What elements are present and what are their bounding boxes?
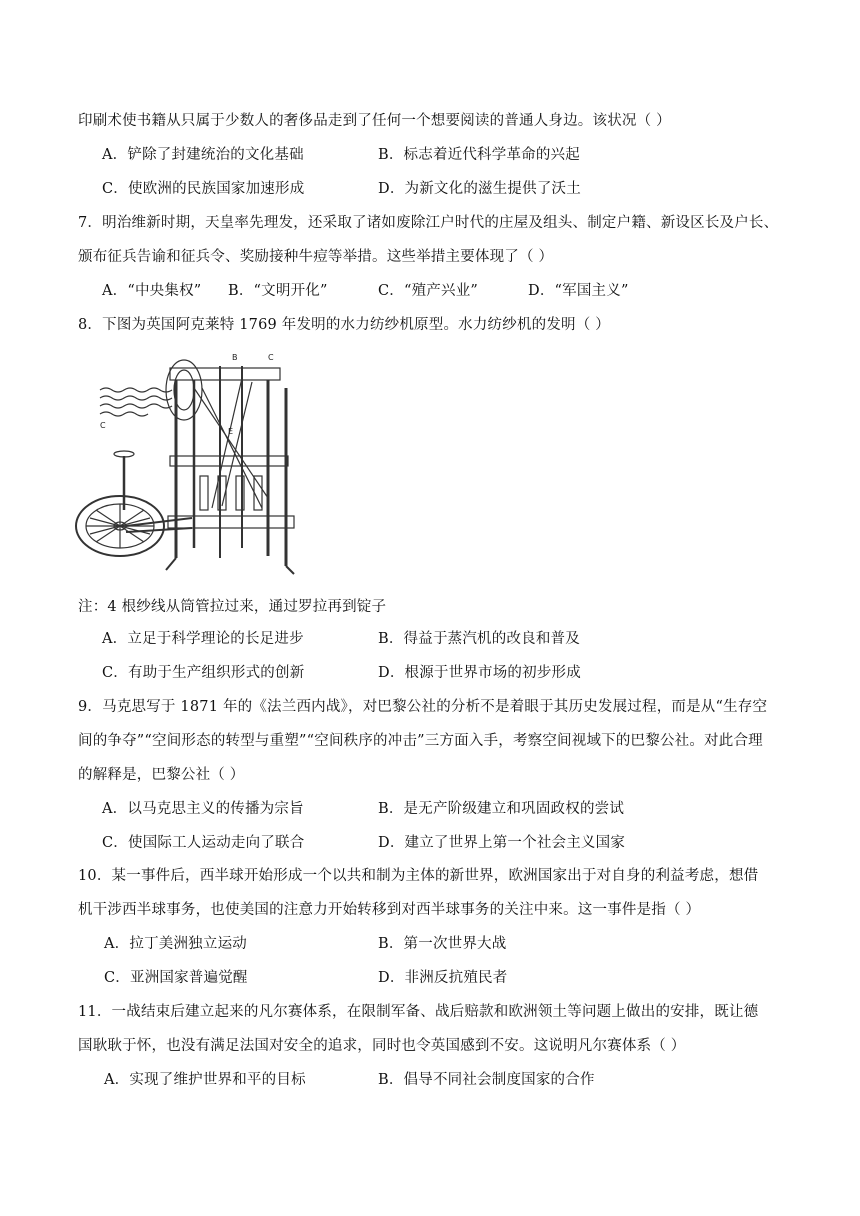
- q10-option-a: A．拉丁美洲独立运动: [104, 936, 247, 952]
- water-frame-illustration: [72, 348, 312, 576]
- q9-option-b: B．是无产阶级建立和巩固政权的尝试: [378, 801, 625, 817]
- q8-option-d: D．根源于世界市场的初步形成: [378, 665, 581, 681]
- q8-figure-note: 注：4 根纱线从筒管拉过来，通过罗拉再到锭子: [78, 599, 387, 615]
- q11-option-a: A．实现了维护世界和平的目标: [104, 1072, 306, 1088]
- q7-option-a: A．“中央集权”: [102, 283, 202, 299]
- q9-option-c: C．使国际工人运动走向了联合: [102, 835, 305, 851]
- water-frame-drawing: [72, 348, 312, 576]
- q10-option-c: C．亚洲国家普遍觉醒: [104, 970, 248, 986]
- q11-stem-line-1: 11．一战结束后建立起来的凡尔赛体系，在限制军备、战后赔款和欧洲领土等问题上做出的安排，既让德: [78, 1004, 759, 1020]
- q6-option-c: C．使欧洲的民族国家加速形成: [102, 181, 305, 197]
- q9-stem-line-1: 9．马克思写于 1871 年的《法兰西内战》，对巴黎公社的分析不是着眼于其历史发展过程，而是从“生存空: [78, 699, 768, 715]
- q7-option-b: B．“文明开化”: [228, 283, 328, 299]
- figure-label-c-top: C: [268, 353, 274, 362]
- q10-option-d: D．非洲反抗殖民者: [378, 970, 508, 986]
- q10-stem-line-2: 机干涉西半球事务，也使美国的注意力开始转移到对西半球事务的关注中来。这一事件是指（ ）: [78, 902, 701, 918]
- q8-option-c: C．有助于生产组织形式的创新: [102, 665, 305, 681]
- q10-stem-line-1: 10．某一事件后，西半球开始形成一个以共和制为主体的新世界，欧洲国家出于对自身的利益考虑，想借: [78, 868, 759, 884]
- q9-option-a: A．以马克思主义的传播为宗旨: [102, 801, 304, 817]
- q11-stem-line-2: 国耿耿于怀，也没有满足法国对安全的追求，同时也令英国感到不安。这说明凡尔赛体系（ ）: [78, 1038, 686, 1054]
- figure-label-c-left: C: [100, 421, 106, 430]
- q6-option-b: B．标志着近代科学革命的兴起: [378, 147, 580, 163]
- q6-option-a: A．铲除了封建统治的文化基础: [102, 147, 304, 163]
- q9-stem-line-3: 的解释是，巴黎公社（ ）: [78, 767, 245, 783]
- q9-option-d: D．建立了世界上第一个社会主义国家: [378, 835, 626, 851]
- q7-stem-line-1: 7．明治维新时期，天皇率先理发，还采取了诸如废除江户时代的庄屋及组头、制定户籍、新设区长及户长、: [78, 215, 779, 231]
- q11-option-b: B．倡导不同社会制度国家的合作: [378, 1072, 595, 1088]
- q8-stem: 8．下图为英国阿克莱特 1769 年发明的水力纺纱机原型。水力纺纱机的发明（ ）: [78, 317, 610, 333]
- q8-option-b: B．得益于蒸汽机的改良和普及: [378, 631, 580, 647]
- figure-label-b: B: [232, 353, 238, 362]
- q6-option-d: D．为新文化的滋生提供了沃土: [378, 181, 581, 197]
- q7-option-c: C．“殖产兴业”: [378, 283, 479, 299]
- q8-option-a: A．立足于科学理论的长足进步: [102, 631, 304, 647]
- q7-option-d: D．“军国主义”: [528, 283, 629, 299]
- figure-label-e: E: [228, 427, 234, 436]
- q10-option-b: B．第一次世界大战: [378, 936, 507, 952]
- q6-stem: 印刷术使书籍从只属于少数人的奢侈品走到了任何一个想要阅读的普通人身边。该状况（ ）: [78, 113, 671, 129]
- q9-stem-line-2: 间的争夺”“空间形态的转型与重塑”“空间秩序的冲击”三方面入手，考察空间视域下的巴黎公社。对此合理: [78, 733, 763, 749]
- q7-stem-line-2: 颁布征兵告谕和征兵令、奖励接种牛痘等举措。这些举措主要体现了（ ）: [78, 249, 554, 265]
